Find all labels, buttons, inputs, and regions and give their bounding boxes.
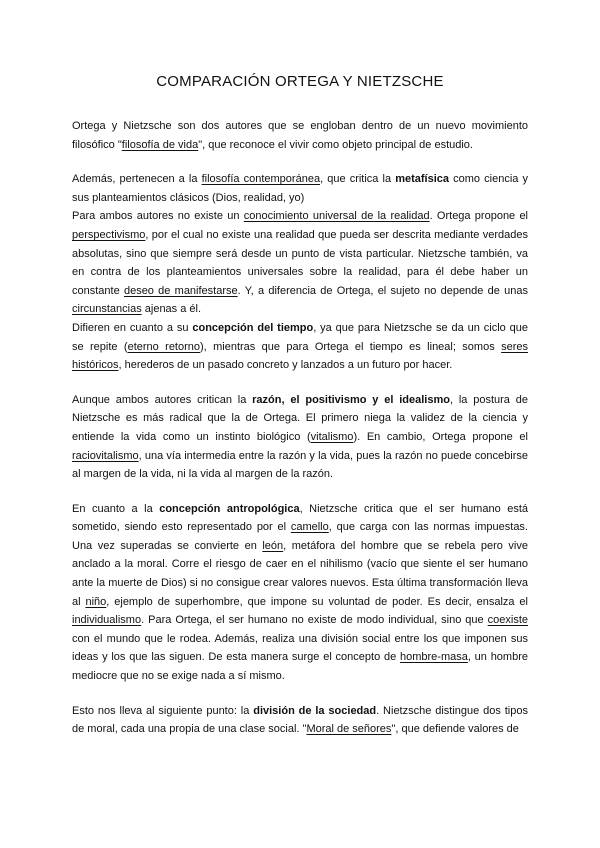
key-term: filosofía contemporánea <box>201 173 321 186</box>
text: . Para Ortega, el ser humano no existe de modo individual, sino que <box>141 614 488 627</box>
key-term: filosofía de vida <box>121 138 199 151</box>
bold-term: concepción antropológica <box>159 502 300 515</box>
text: . Ortega propone el <box>429 210 529 223</box>
document-title: COMPARACIÓN ORTEGA Y NIETZSCHE <box>156 73 444 90</box>
key-term: camello <box>290 521 329 534</box>
key-term: perspectivismo <box>72 228 146 241</box>
text: , que carga con las normas impuestas. Una vez superadas se convierte en <box>72 521 528 552</box>
text: con el mundo que le rodea. Además, realiza una división social entre los que imponen sus ideas y los que las siguen. De esta manera surge el concepto de <box>72 632 528 664</box>
text: Ortega y Nietzsche son dos autores que se engloban dentro de un nuevo movimiento filosófico " <box>72 120 528 151</box>
text: ). En cambio, Ortega propone el <box>353 430 528 443</box>
text: , ejemplo de superhombre, que impone su voluntad de poder. Es decir, ensalza el <box>106 595 528 608</box>
paragraph-7 <box>72 702 528 739</box>
text: , una vía intermedia entre la razón y la vida, pues la razón no puede concebirse al margen de la vida, ni la vida al margen de la razón. <box>72 449 528 481</box>
text: , un hombre mediocre que no se exige nada a sí mismo. <box>72 651 528 683</box>
text: , que critica la <box>320 173 396 186</box>
text: , la postura de Nietzsche es más radical que la de Ortega. El primero niega la validez de la ciencia y entiende la vida como un instinto biológico ( <box>72 393 528 443</box>
key-term: deseo de manifestarse <box>123 284 238 297</box>
key-term: Moral de señores <box>306 723 392 736</box>
bold-term: división de la sociedad <box>253 704 377 717</box>
paragraph-5 <box>72 391 528 484</box>
paragraph-4 <box>72 319 528 375</box>
text: , herederos de un pasado concreto y lanzados a un futuro por hacer. <box>118 359 453 372</box>
text: , metáfora del hombre que se rebela pero vive anclado a la moral. Corre el riesgo de caer en el nihilismo (vacío que siente el ser humano ante la muerte de Dios) si no consigue crear valores nuevos. Esta última transformación lleva al <box>72 539 528 608</box>
text: Además, pertenecen a la <box>72 173 202 186</box>
bold-term: concepción del tiempo <box>192 321 314 334</box>
text: , por el cual no existe una realidad que pueda ser descrita mediante verdades absolutas, sino que siempre será desde un punto de vista particular. Nietzsche también, va en contra de los planteamientos universales sobre la realidad, para él debe haber un constante <box>72 228 528 297</box>
text: ", que reconoce el vivir como objeto principal de estudio. <box>198 138 473 151</box>
text: . Y, a diferencia de Ortega, el sujeto no depende de unas <box>237 284 528 297</box>
key-term: eterno retorno <box>127 340 201 353</box>
text: En cuanto a la <box>72 502 160 515</box>
key-term: león <box>262 539 284 552</box>
text: , ya que para Nietzsche se da un ciclo que se repite ( <box>72 321 529 353</box>
key-term: raciovitalismo <box>72 449 139 462</box>
paragraph-1 <box>72 117 528 154</box>
text: Aunque ambos autores critican la <box>72 393 253 406</box>
bold-term: razón, el positivismo y el idealismo <box>252 393 450 406</box>
text: Esto nos lleva al siguiente punto: la <box>72 704 254 717</box>
key-term: individualismo <box>72 614 142 627</box>
text: Para ambos autores no existe un <box>72 210 244 223</box>
document-body <box>72 117 528 739</box>
key-term: hombre-masa <box>399 651 468 664</box>
bold-term: metafísica <box>395 173 450 186</box>
paragraph-2 <box>72 170 528 207</box>
text: como ciencia y sus planteamientos clásicos (Dios, realidad, yo) <box>72 173 529 204</box>
key-term: niño <box>85 595 107 608</box>
key-term: vitalismo <box>310 430 354 443</box>
paragraph-3 <box>72 207 528 319</box>
text: , Nietzsche critica que el ser humano está sometido, siendo esto representado por el <box>72 502 529 534</box>
key-term: conocimiento universal de la realidad <box>243 210 430 223</box>
key-term: circunstancias <box>72 303 142 316</box>
text: Difieren en cuanto a su <box>72 321 193 334</box>
text: ajenas a él. <box>141 303 202 316</box>
text: . Nietzsche distingue dos tipos de moral, cada una propia de una clase social. " <box>72 704 528 736</box>
paragraph-6 <box>72 500 528 686</box>
key-term: seres históricos <box>72 340 528 372</box>
text: ), mientras que para Ortega el tiempo es lineal; somos <box>200 340 502 353</box>
text: ", que defiende valores de <box>391 723 519 736</box>
key-term: coexiste <box>487 614 528 627</box>
